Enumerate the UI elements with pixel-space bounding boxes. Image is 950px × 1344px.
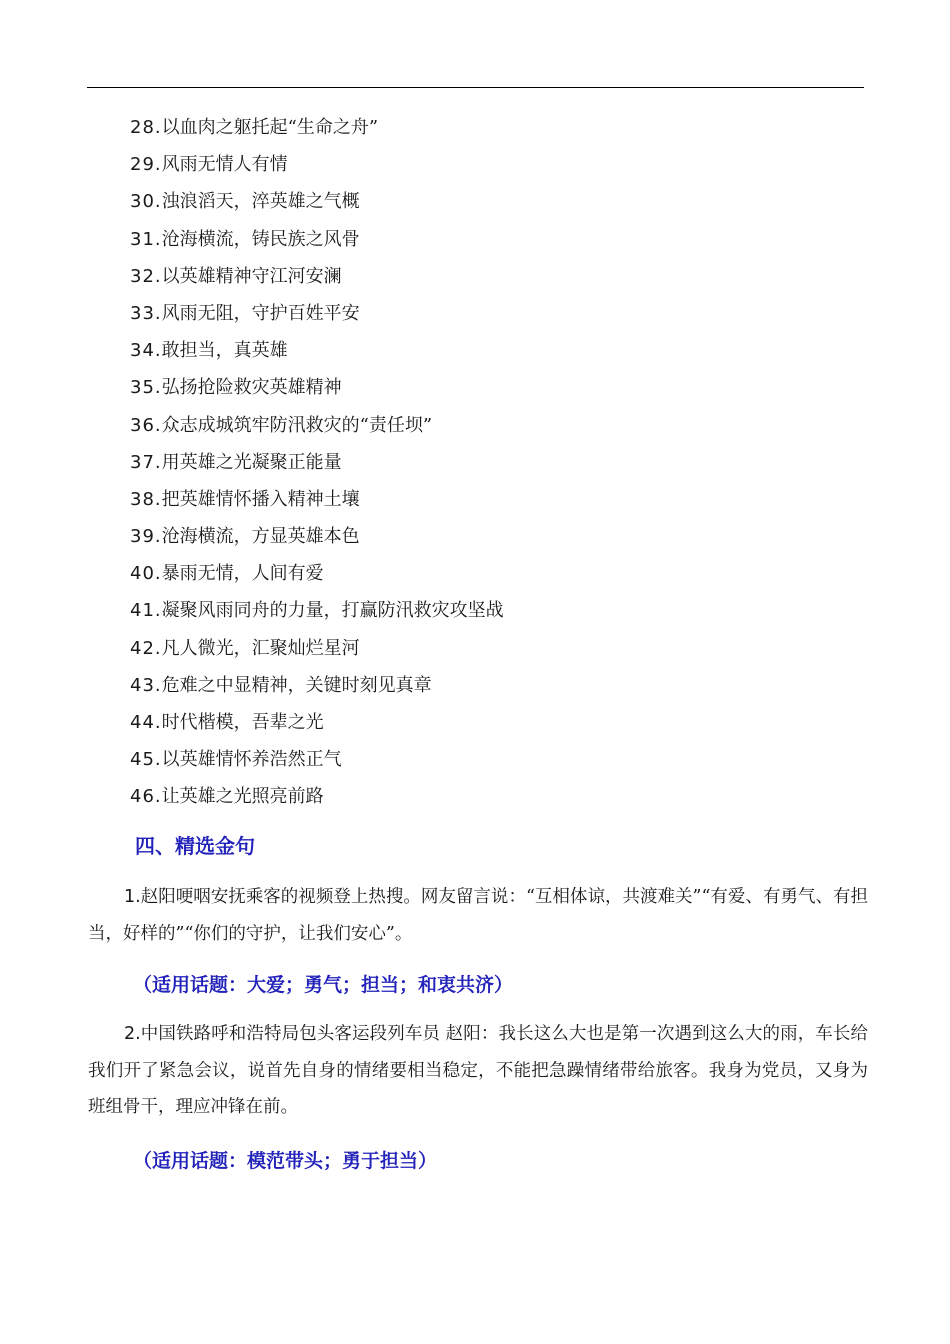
item-text: 风雨无情人有情 xyxy=(161,154,288,176)
item-text: 沧海横流，铸民族之风骨 xyxy=(161,228,360,250)
item-number: 36. xyxy=(130,414,162,436)
item-number: 28. xyxy=(130,117,162,138)
item-text: 凝聚风雨同舟的力量，打赢防汛救灾攻坚战 xyxy=(161,600,504,622)
list-item xyxy=(130,332,504,369)
list-item xyxy=(130,221,504,258)
list-item xyxy=(130,258,504,295)
item-number: 42. xyxy=(130,637,162,659)
item-text: 暴雨无情，人间有爱 xyxy=(161,563,324,585)
list-item xyxy=(130,667,504,704)
item-number: 43. xyxy=(130,674,162,696)
quote-paragraph xyxy=(88,879,868,952)
item-number: 45. xyxy=(130,749,162,771)
list-item xyxy=(130,109,504,146)
item-number: 39. xyxy=(130,526,162,548)
item-number: 34. xyxy=(130,340,162,362)
slogan-list xyxy=(130,109,504,816)
list-item xyxy=(130,481,504,518)
quote-text: 赵阳哽咽安抚乘客的视频登上热搜。网友留言说：“互相体谅，共渡难关”“有爱、有勇气、有担当，好样的”“你们的守护，让我们安心”。 xyxy=(88,887,868,944)
item-number: 40. xyxy=(130,563,162,585)
item-text: 浊浪滔天，淬英雄之气概 xyxy=(161,191,360,213)
item-text: 让英雄之光照亮前路 xyxy=(161,786,324,808)
topic-label: （适用话题：模范带头；勇于担当） xyxy=(133,1150,438,1172)
header-rule xyxy=(87,87,864,88)
list-item xyxy=(130,444,504,481)
item-text: 把英雄情怀播入精神土壤 xyxy=(161,488,360,510)
list-item xyxy=(130,778,504,815)
quote-text: 中国铁路呼和浩特局包头客运段列车员 赵阳：我长这么大也是第一次遇到这么大的雨，车长给我们开了紧急会议，说首先自身的情绪要相当稳定，不能把急躁情绪带给旅客。我身为党员，又身为班组骨干，理应冲锋在前。 xyxy=(88,1024,868,1117)
item-number: 46. xyxy=(130,786,162,808)
list-item xyxy=(130,407,504,444)
quote-number: 1. xyxy=(124,887,141,907)
list-item xyxy=(130,295,504,332)
item-number: 32. xyxy=(130,265,162,287)
quote-paragraph xyxy=(88,1016,868,1126)
item-number: 35. xyxy=(130,377,162,399)
item-text: 以血肉之躯托起“生命之舟” xyxy=(161,117,379,138)
item-text: 时代楷模，吾辈之光 xyxy=(161,712,324,733)
list-item xyxy=(130,630,504,667)
quote-number: 2. xyxy=(124,1024,141,1044)
item-number: 44. xyxy=(130,712,162,733)
item-number: 41. xyxy=(130,600,162,622)
topic-label: （适用话题：大爱；勇气；担当；和衷共济） xyxy=(133,974,514,996)
list-item xyxy=(130,704,504,741)
item-number: 31. xyxy=(130,228,162,250)
item-number: 37. xyxy=(130,451,162,473)
item-text: 以英雄精神守江河安澜 xyxy=(161,265,342,287)
list-item xyxy=(130,592,504,629)
item-number: 29. xyxy=(130,154,162,176)
item-text: 弘扬抢险救灾英雄精神 xyxy=(161,377,342,399)
list-item xyxy=(130,183,504,220)
item-number: 33. xyxy=(130,302,162,324)
section-heading: 四、精选金句 xyxy=(135,834,255,858)
item-text: 凡人微光，汇聚灿烂星河 xyxy=(161,637,360,659)
item-text: 用英雄之光凝聚正能量 xyxy=(161,451,342,473)
item-text: 以英雄情怀养浩然正气 xyxy=(161,749,342,771)
list-item xyxy=(130,741,504,778)
item-text: 敢担当，真英雄 xyxy=(161,340,288,362)
item-text: 沧海横流，方显英雄本色 xyxy=(161,526,360,548)
item-text: 众志成城筑牢防汛救灾的“责任坝” xyxy=(161,414,433,436)
list-item xyxy=(130,555,504,592)
list-item xyxy=(130,369,504,406)
list-item xyxy=(130,518,504,555)
item-text: 危难之中显精神，关键时刻见真章 xyxy=(161,674,432,696)
item-number: 30. xyxy=(130,191,162,213)
item-number: 38. xyxy=(130,488,162,510)
list-item xyxy=(130,146,504,183)
item-text: 风雨无阻，守护百姓平安 xyxy=(161,302,360,324)
